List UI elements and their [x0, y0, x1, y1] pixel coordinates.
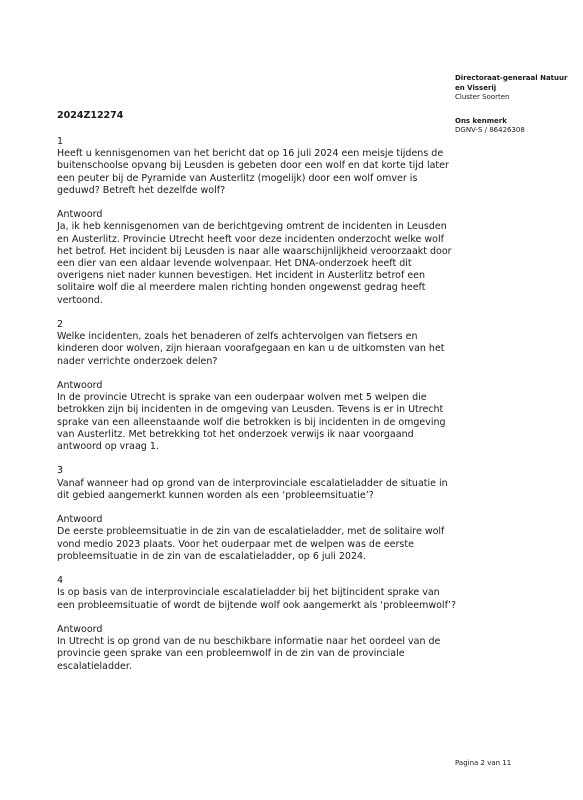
sidebar	[455, 74, 575, 136]
answer-label: Antwoord	[57, 380, 103, 392]
answer-text: De eerste probleemsituatie in de zin van de escalatieladder, met de solitaire wolf vond medio 2023 plaats. Voor het ouderpaar met de welpen was de eerste probleemsituatie in de zin van de escalatieladder, op 6 juli 2024.	[57, 526, 445, 562]
answer-text: In de provincie Utrecht is sprake van een ouderpaar wolven met 5 welpen die betrokken zijn bij incidenten in de omgeving van Leusden. Tevens is er in Utrecht sprake van een alleenstaande wolf die betrokken is bij incidenten in de omgeving van Austerlitz. Met betrekking tot het onderzoek verwijs ik naar voorgaand antwoord op vraag 1.	[57, 392, 446, 453]
question-text: Welke incidenten, zoals het benaderen of zelfs achtervolgen van fietsers en kinderen door wolven, zijn hieraan voorafgegaan en kan u de uitkomsten van het nader verrichte onderzoek delen?	[57, 331, 445, 367]
question-number: 3	[57, 465, 64, 477]
question-number: 4	[57, 575, 64, 587]
question-text: Is op basis van de interprovinciale escalatieladder bij het bijtincident sprake van een probleemsituatie of wordt de bijtende wolf ook aangemerkt als ‘probleemwolf’?	[57, 587, 456, 611]
qa-item	[57, 575, 457, 673]
reference-label: Ons kenmerk	[455, 116, 507, 125]
qa-item	[57, 465, 457, 563]
qa-item	[57, 136, 457, 307]
answer-label: Antwoord	[57, 514, 103, 526]
question-number: 2	[57, 319, 64, 331]
question-text: Heeft u kennisgenomen van het bericht dat op 16 juli 2024 een meisje tijdens de buitenschoolse opvang bij Leusden is gebeten door een wolf en dat korte tijd later een peuter bij de Pyramide van Austerlitz (mogelijk) door een wolf omver is geduwd? Betreft het dezelfde wolf?	[57, 148, 449, 196]
department-name: Directoraat-generaal Natuur en Visserij	[455, 74, 568, 92]
question-text: Vanaf wanneer had op grond van de interprovinciale escalatieladder de situatie in dit gebied aangemerkt kunnen worden als een ‘probleemsituatie’?	[57, 477, 448, 501]
department-unit: Cluster Soorten	[455, 93, 510, 101]
answer-label: Antwoord	[57, 624, 103, 636]
answer-text: In Utrecht is op grond van de nu beschikbare informatie naar het oordeel van de provincie geen sprake van een probleemwolf in de zin van de provinciale escalatieladder.	[57, 636, 441, 672]
answer-text: Ja, ik heb kennisgenomen van de berichtgeving omtrent de incidenten in Leusden en Austerlitz. Provincie Utrecht heeft voor deze incidenten onderzocht welke wolf het betrof. Het incident bij Leusden is naar alle waarschijnlijkheid veroorzaakt door een dier van een aldaar levende wolvenpaar. Het DNA-onderzoek heeft dit overigens niet nader kunnen bevestigen. Het incident in Austerlitz betrof een solitaire wolf die al meerdere malen richting honden ongewenst gedrag heeft vertoond.	[57, 221, 452, 306]
qa-item	[57, 319, 457, 453]
document-number: 2024Z12274	[57, 110, 124, 121]
qa-content	[57, 136, 457, 685]
page-number: Pagina 2 van 11	[455, 759, 512, 767]
question-number: 1	[57, 136, 64, 147]
answer-label: Antwoord	[57, 209, 103, 221]
reference-value: DGNV-S / 86426308	[455, 126, 525, 134]
